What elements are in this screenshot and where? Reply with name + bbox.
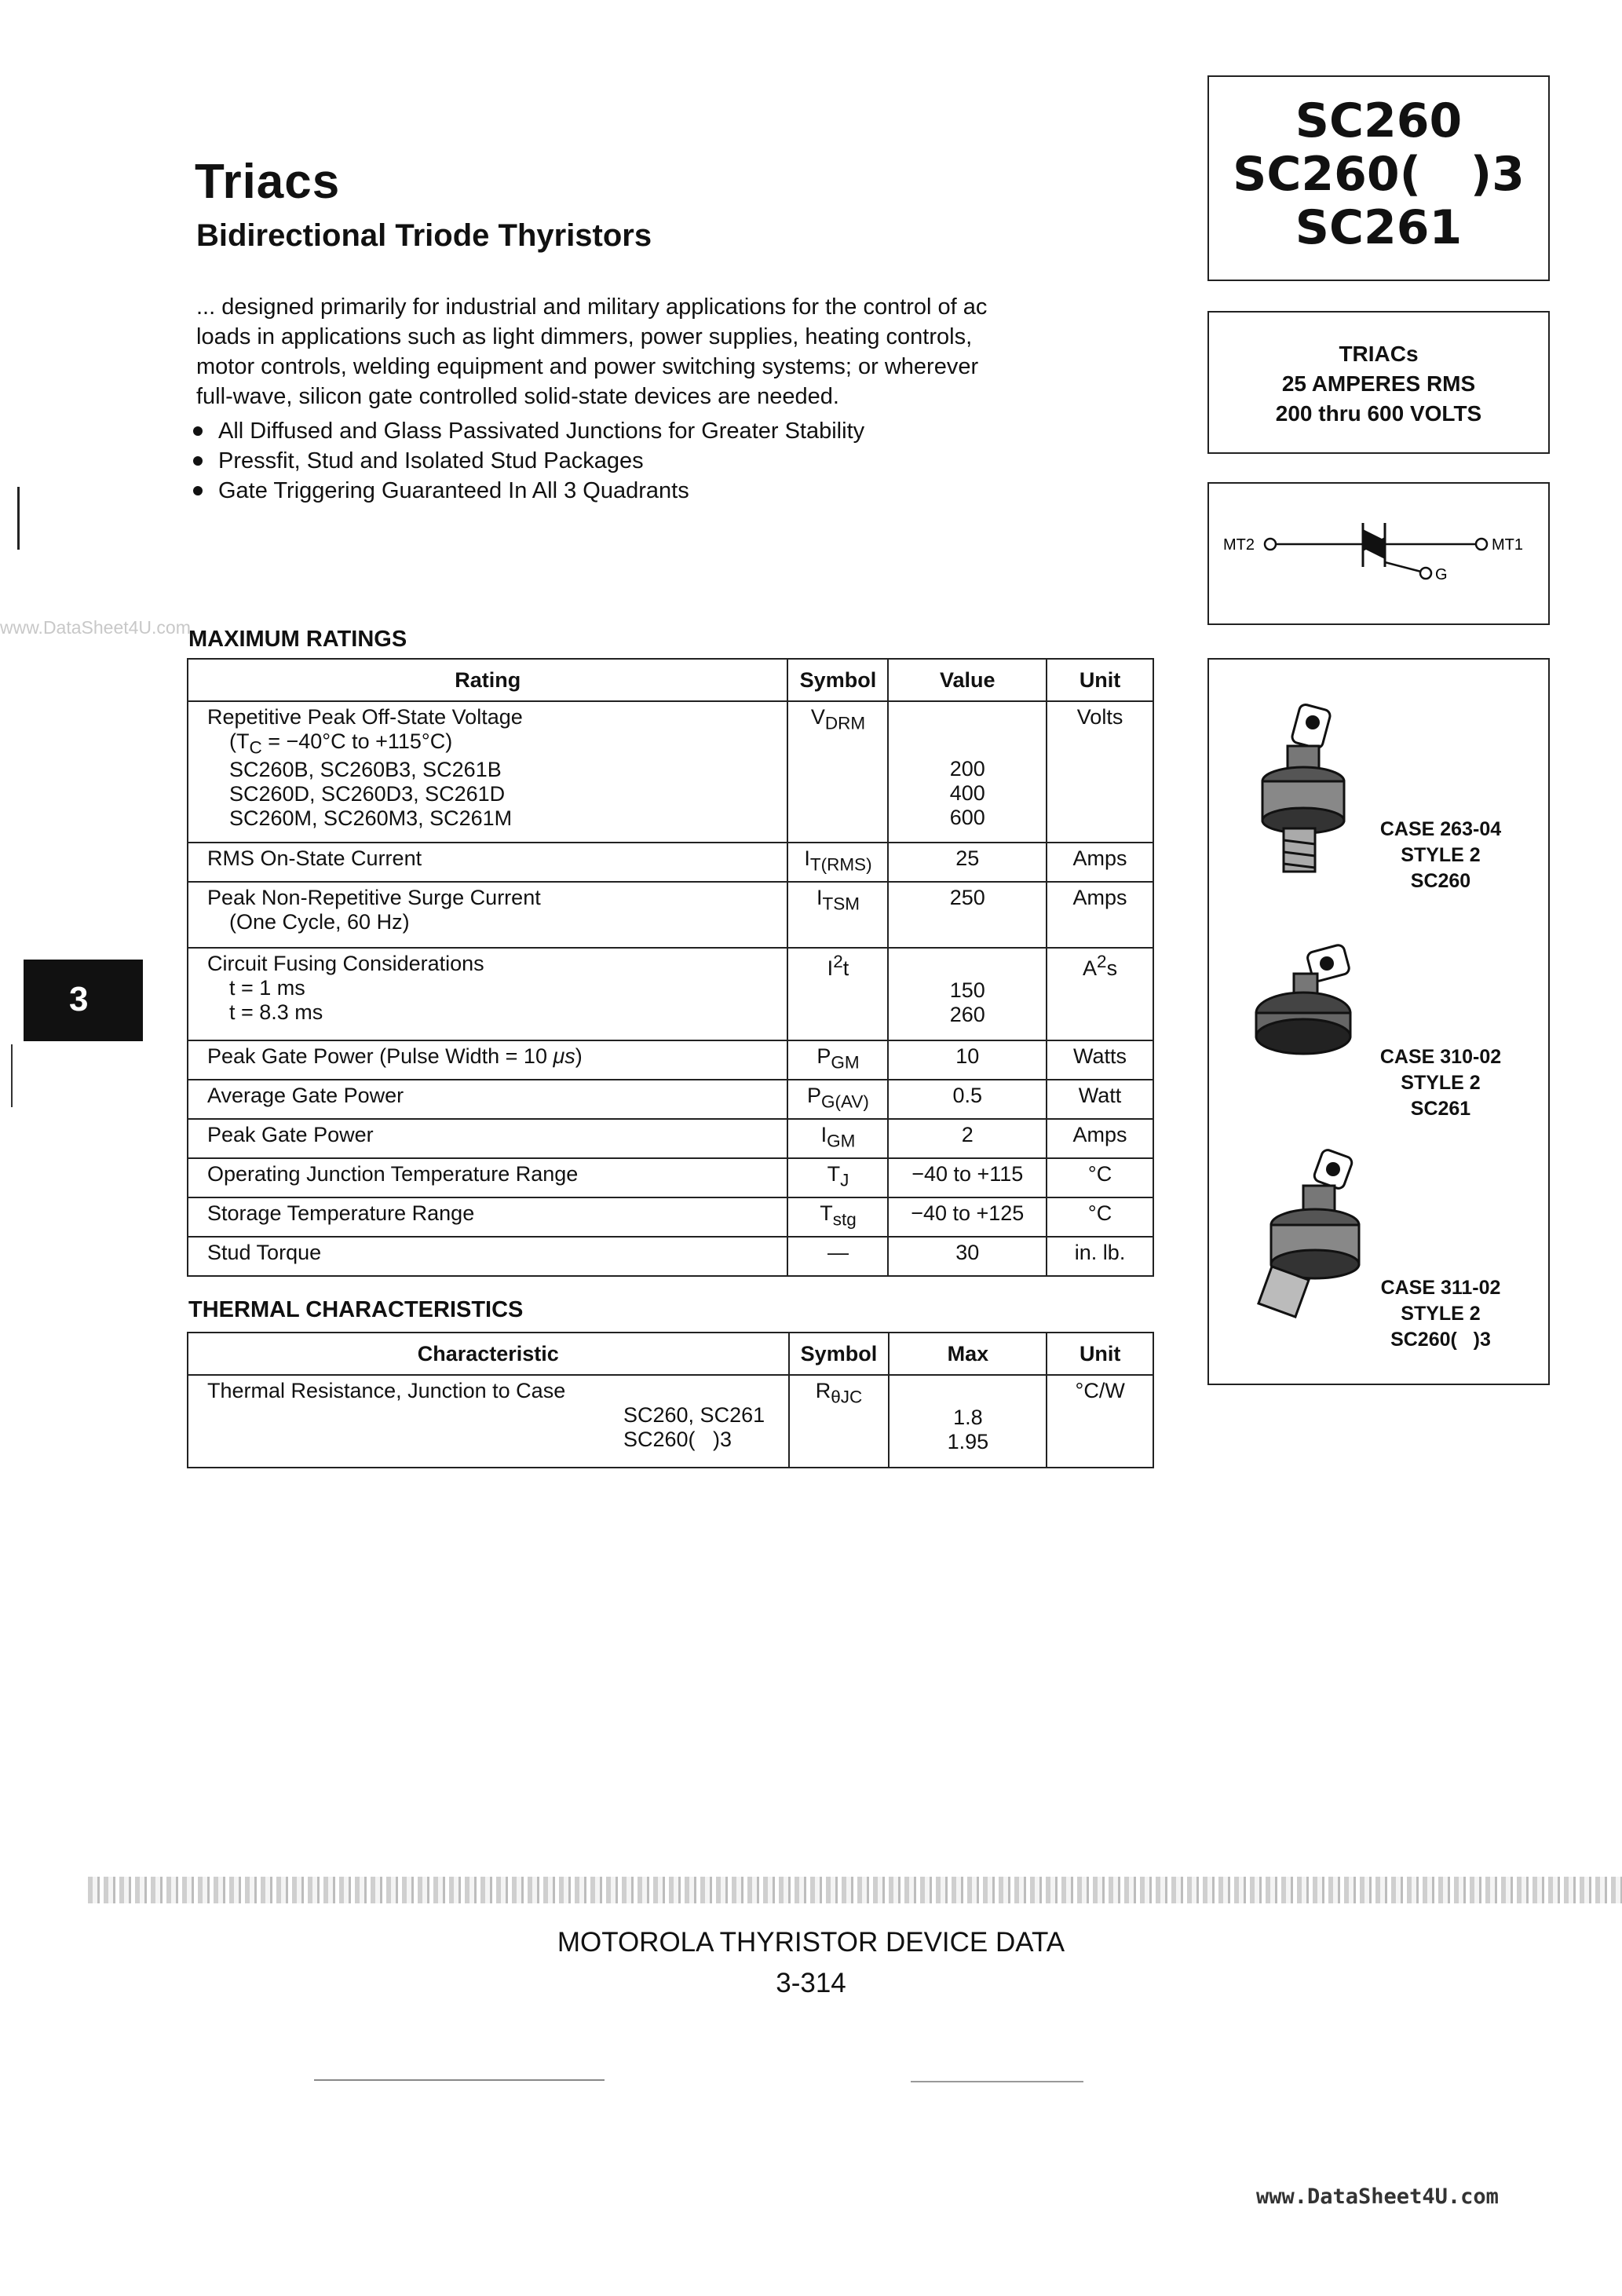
footer-rule	[88, 1877, 1622, 1903]
footer-title: MOTOROLA THYRISTOR DEVICE DATA	[557, 1927, 1065, 1958]
watermark-left: www.DataSheet4U.com	[0, 617, 191, 638]
watermark-bottom: www.DataSheet4U.com	[1256, 2184, 1499, 2209]
margin-line	[17, 487, 20, 550]
table-row: Circuit Fusing Considerations t = 1 ms t = 8.3 ms $I^2t$ 150 260 $A^2s$	[188, 948, 1153, 1040]
table-row: Thermal Resistance, Junction to Case SC260, SC261 SC260( )3 $R_{\theta JC}$ 1.8 1.95 °C/W	[188, 1375, 1153, 1468]
feature-item: All Diffused and Glass Passivated Junctions for Greater Stability	[193, 416, 864, 446]
scan-mark	[911, 2081, 1083, 2082]
page-number: 3-314	[776, 1968, 846, 1998]
column-header: Characteristic	[188, 1333, 789, 1375]
summary-line: 200 thru 600 VOLTS	[1275, 401, 1482, 426]
pressfit-package-icon	[1248, 942, 1366, 1060]
intro-line: loads in applications such as light dimmers, power supplies, heating controls,	[196, 324, 973, 349]
table-row: Peak Gate Power (Pulse Width = 10 μs) $P_{GM}$ 10 Watts	[188, 1040, 1153, 1080]
page-subtitle: Bidirectional Triode Thyristors	[196, 218, 652, 253]
bullet-icon	[193, 486, 203, 495]
column-header: Symbol	[787, 659, 888, 701]
thermal-title: THERMAL CHARACTERISTICS	[188, 1297, 524, 1322]
triac-symbol-box	[1207, 482, 1550, 625]
max-ratings-title: MAXIMUM RATINGS	[188, 627, 407, 652]
table-row: RMS On-State Current $I_{T(RMS)}$ 25 Amps	[188, 843, 1153, 882]
scan-mark	[314, 2079, 605, 2081]
table-row: Repetitive Peak Off-State Voltage ($T_C = -40^\circ C$ to +115°C) SC260B, SC260B3, SC261B SC260D, SC260D3, SC261D SC260M, SC260M3, SC261M $V_{DRM}$ 200 400 600 Volts	[188, 701, 1153, 843]
mt1-label: MT1	[1492, 536, 1523, 554]
intro-line: motor controls, welding equipment and power switching systems; or wherever	[196, 354, 979, 379]
mt2-label: MT2	[1223, 536, 1255, 554]
margin-line	[11, 1044, 13, 1107]
package-box	[1207, 658, 1550, 1385]
gate-label: G	[1435, 566, 1448, 583]
column-header: Rating	[188, 659, 787, 701]
summary-line: 25 AMPERES RMS	[1281, 371, 1476, 396]
table-row: Operating Junction Temperature Range $T_J$ −40 to +115 °C	[188, 1158, 1153, 1197]
max-ratings-table	[187, 658, 1154, 1277]
table-header-row	[188, 659, 1153, 701]
summary-box	[1207, 311, 1550, 454]
bullet-icon	[193, 426, 203, 436]
table-row: Peak Gate Power $I_{GM}$ 2 Amps	[188, 1119, 1153, 1158]
thermal-table	[187, 1332, 1154, 1468]
part-number: SC261	[1295, 200, 1463, 255]
bullet-icon	[193, 456, 203, 466]
summary-line: TRIACs	[1339, 342, 1419, 366]
page-title: Triacs	[195, 155, 341, 209]
package-label: CASE 263-04 STYLE 2 SC260	[1379, 818, 1502, 892]
table-row: Average Gate Power $P_{G(AV)}$ 0.5 Watt	[188, 1080, 1153, 1119]
intro-line: full-wave, silicon gate controlled solid-state devices are needed.	[196, 384, 839, 409]
feature-item: Pressfit, Stud and Isolated Stud Packages	[193, 446, 864, 476]
column-header: Symbol	[789, 1333, 890, 1375]
table-row: Storage Temperature Range $T_{stg}$ −40 to +125 °C	[188, 1197, 1153, 1237]
triac-symbol-icon	[1209, 484, 1548, 623]
table-row: Stud Torque — 30 in. lb.	[188, 1237, 1153, 1276]
table-header-row	[188, 1333, 1153, 1375]
stud-package-icon	[1248, 699, 1358, 879]
column-header: Value	[888, 659, 1047, 701]
intro-line: ... designed primarily for industrial and military applications for the control of ac	[196, 294, 988, 320]
package-label: CASE 311-02 STYLE 2 SC260( )3	[1380, 1277, 1501, 1351]
table-row: Peak Non-Repetitive Surge Current (One Cycle, 60 Hz) $I_{TSM}$ 250 Amps	[188, 882, 1153, 948]
section-tab-label: 3	[69, 980, 89, 1018]
column-header: Unit	[1047, 1333, 1153, 1375]
intro-text	[196, 292, 1154, 411]
column-header: Max	[889, 1333, 1047, 1375]
part-number: SC260( )3	[1233, 147, 1525, 202]
package-label: CASE 310-02 STYLE 2 SC261	[1379, 1046, 1502, 1120]
column-header: Unit	[1047, 659, 1153, 701]
feature-list	[193, 416, 864, 506]
part-number-box	[1207, 75, 1550, 281]
part-number: SC260	[1295, 93, 1463, 148]
section-tab	[24, 960, 143, 1041]
feature-item: Gate Triggering Guaranteed In All 3 Quadrants	[193, 476, 864, 506]
